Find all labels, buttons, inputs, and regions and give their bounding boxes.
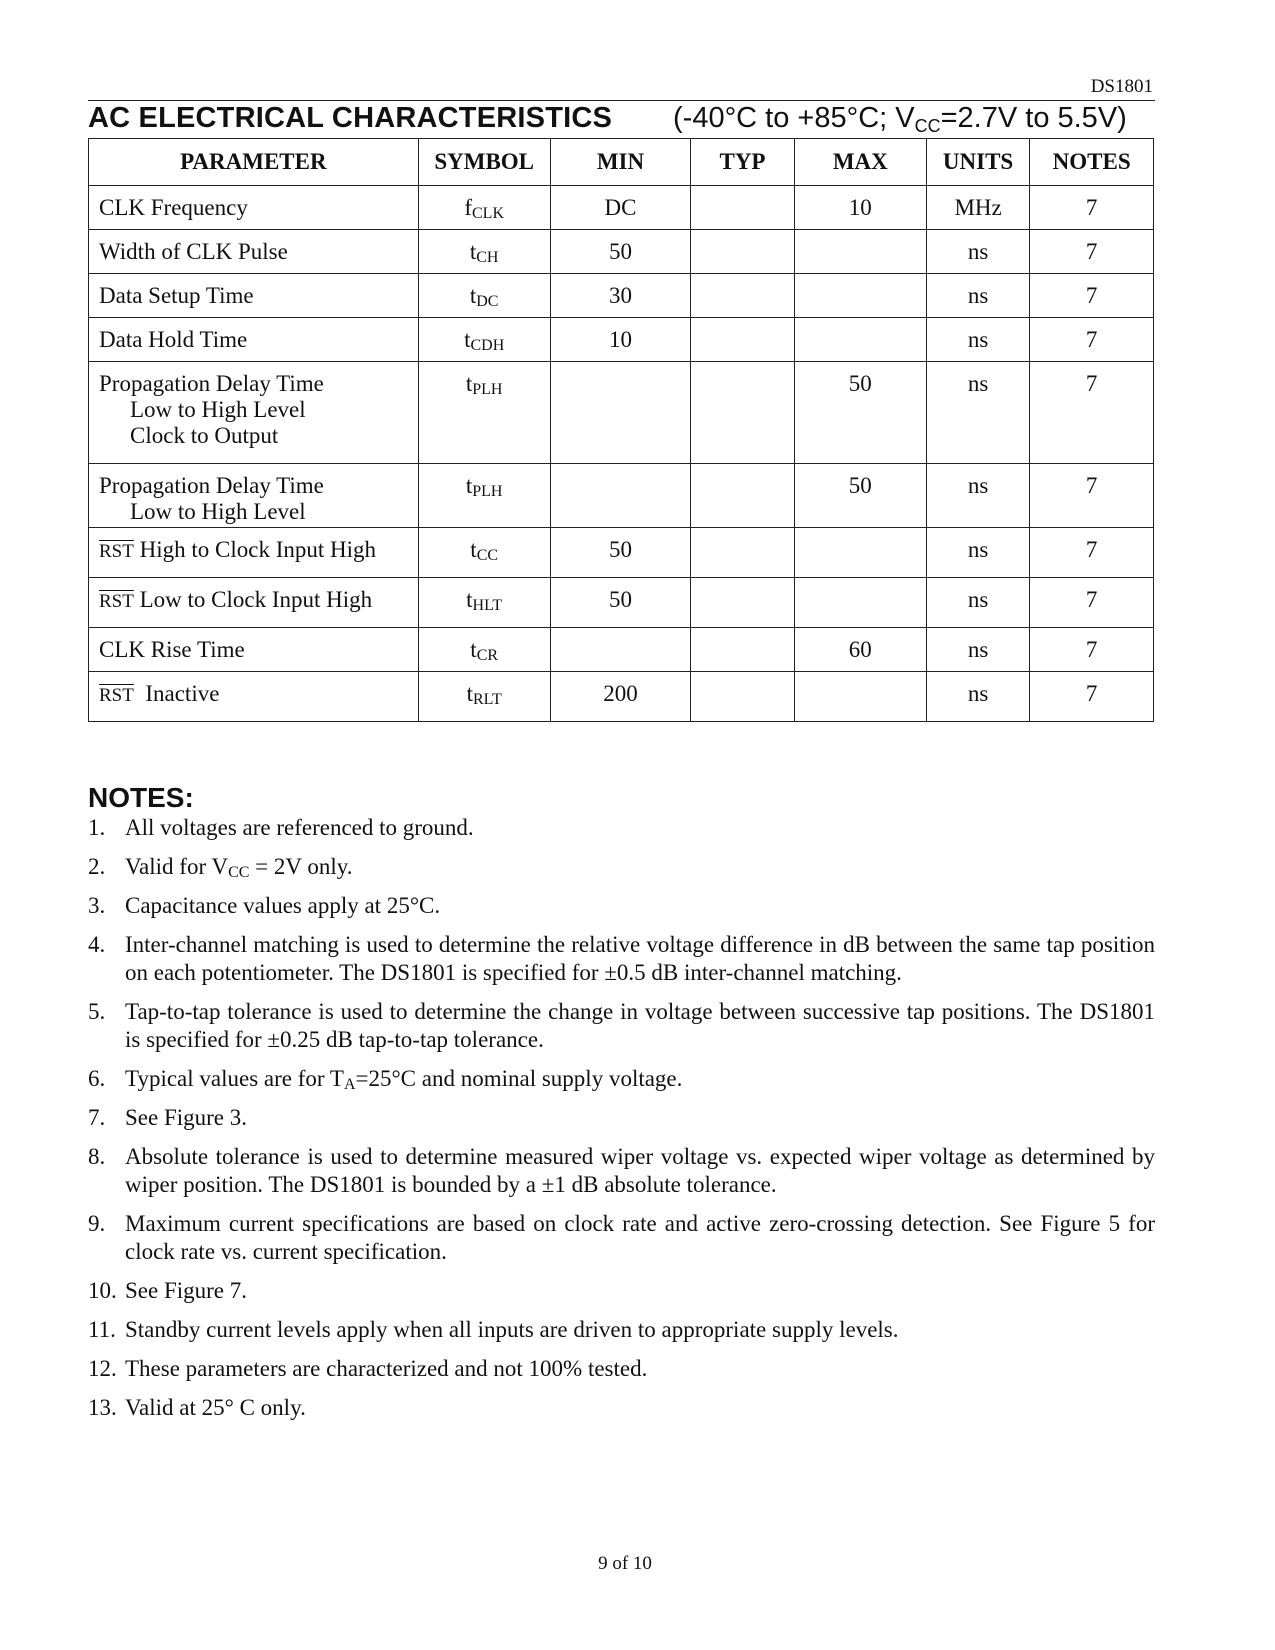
units-cell: ns (926, 628, 1030, 672)
note-text (125, 1143, 1155, 1199)
symbol-subscript: CH (476, 249, 499, 266)
symbol-cell (418, 464, 550, 528)
note-number: 8. (88, 1144, 106, 1169)
symbol-subscript: CR (476, 647, 499, 664)
note-text-body: These parameters are characterized and not 100% tested. (125, 1356, 648, 1381)
typ-cell (691, 318, 795, 362)
max-cell (794, 528, 926, 578)
note-text (125, 1355, 1155, 1383)
max-cell (794, 578, 926, 628)
note-text (125, 892, 1155, 920)
typ-cell (691, 362, 795, 464)
parameter-name: Inactive (133, 681, 220, 706)
note-number: 6. (88, 1066, 106, 1091)
units-cell: MHz (926, 186, 1030, 230)
note-text (125, 853, 1155, 881)
table-body (89, 186, 1154, 722)
note-text-tail: =25°C and nominal supply voltage. (355, 1066, 683, 1091)
notes-cell: 7 (1030, 274, 1154, 318)
note-number: 7. (88, 1105, 106, 1130)
parameter-name: Width of CLK Pulse (99, 239, 288, 264)
note-item (88, 931, 1155, 987)
symbol-base: t (470, 637, 477, 662)
symbol-subscript: DC (476, 293, 499, 310)
conditions-subscript: CC (914, 116, 941, 136)
parameter-cell (89, 672, 419, 722)
note-text-body: Typical values are for T (125, 1066, 344, 1091)
parameter-name: Data Setup Time (99, 283, 254, 308)
typ-cell (691, 578, 795, 628)
symbol-cell (418, 274, 550, 318)
note-text-body: Absolute tolerance is used to determine measured wiper voltage vs. expected wiper voltage as determined by wiper position. The DS1801 is bounded by a ±1 dB absolute tolerance. (125, 1144, 1155, 1197)
units-cell: ns (926, 274, 1030, 318)
symbol-base: t (465, 371, 473, 396)
note-number: 5. (88, 999, 106, 1024)
note-item (88, 1355, 1155, 1383)
parameter-cell (89, 578, 419, 628)
note-item (88, 1210, 1155, 1266)
note-item (88, 1277, 1155, 1305)
conditions-lead: (-40°C to +85°C; V (673, 102, 915, 134)
notes-cell: 7 (1030, 528, 1154, 578)
units-cell: ns (926, 578, 1030, 628)
note-item (88, 853, 1155, 881)
symbol-cell (418, 186, 550, 230)
symbol-cell (418, 528, 550, 578)
column-header-parameter: PARAMETER (89, 139, 419, 186)
parameter-cell (89, 318, 419, 362)
note-text-body: Valid for V (125, 854, 229, 879)
parameter-name: Propagation Delay Time (99, 371, 324, 396)
note-text (125, 1104, 1155, 1132)
table-row (89, 528, 1154, 578)
symbol-subscript: CC (476, 547, 499, 564)
parameter-subline: Low to High Level (130, 499, 306, 524)
notes-cell: 7 (1030, 318, 1154, 362)
note-text (125, 1316, 1155, 1344)
note-number: 12. (88, 1356, 117, 1381)
note-number: 4. (88, 932, 106, 957)
units-cell: ns (926, 318, 1030, 362)
units-cell: ns (926, 464, 1030, 528)
parameter-cell (89, 528, 419, 578)
symbol-subscript: RLT (472, 691, 502, 708)
note-text-body: Standby current levels apply when all inputs are driven to appropriate supply levels. (125, 1317, 899, 1342)
table-row (89, 362, 1154, 464)
parameter-subline: Low to High Level (130, 397, 306, 422)
rst-overbar-label: $\overline{RST}$ (99, 685, 134, 706)
symbol-base: f (464, 195, 472, 220)
symbol-cell (418, 318, 550, 362)
symbol-cell (418, 230, 550, 274)
page-total: 10 (632, 1553, 652, 1574)
ac-characteristics-table (88, 138, 1154, 722)
note-item (88, 814, 1155, 842)
parameter-name: Data Hold Time (99, 327, 248, 352)
note-text (125, 1065, 1155, 1093)
note-text (125, 814, 1155, 842)
notes-cell: 7 (1030, 464, 1154, 528)
parameter-cell (89, 230, 419, 274)
notes-list (88, 814, 1155, 1433)
parameter-name: High to Clock Input High (133, 537, 376, 562)
note-text-body: Inter-channel matching is used to determine the relative voltage difference in dB between the same tap position on each potentiometer. The DS1801 is specified for ±0.5 dB inter-channel matching. (125, 932, 1155, 985)
note-text-body: Maximum current specifications are based on clock rate and active zero-crossing detection. See Figure 5 for clock rate vs. current specification. (125, 1211, 1155, 1264)
max-cell: 60 (794, 628, 926, 672)
units-cell: ns (926, 528, 1030, 578)
notes-cell: 7 (1030, 230, 1154, 274)
note-text-body: All voltages are referenced to ground. (125, 815, 474, 840)
min-cell: 50 (550, 230, 691, 274)
note-subscript: CC (228, 864, 250, 881)
note-number: 13. (88, 1395, 117, 1420)
typ-cell (691, 274, 795, 318)
note-number: 3. (88, 893, 106, 918)
symbol-base: t (469, 283, 477, 308)
min-cell (550, 362, 691, 464)
page-header (88, 74, 1155, 101)
note-subscript: A (343, 1076, 356, 1093)
units-cell: ns (926, 230, 1030, 274)
column-header-symbol: SYMBOL (418, 139, 550, 186)
notes-cell: 7 (1030, 628, 1154, 672)
section-title: AC ELECTRICAL CHARACTERISTICS (88, 102, 613, 134)
symbol-cell (418, 362, 550, 464)
max-cell: 50 (794, 464, 926, 528)
table-row (89, 464, 1154, 528)
typ-cell (691, 464, 795, 528)
parameter-cell (89, 274, 419, 318)
notes-cell: 7 (1030, 362, 1154, 464)
note-item (88, 1143, 1155, 1199)
symbol-subscript: CLK (472, 205, 504, 222)
note-text-body: Tap-to-tap tolerance is used to determine the change in voltage between successive tap positions. The DS1801 is specified for ±0.25 dB tap-to-tap tolerance. (125, 999, 1155, 1052)
operating-conditions (673, 102, 1127, 135)
parameter-cell (89, 464, 419, 528)
note-text (125, 931, 1155, 987)
rst-overbar-label: $\overline{RST}$ (99, 591, 134, 612)
min-cell: 30 (550, 274, 691, 318)
parameter-cell (89, 628, 419, 672)
note-item (88, 1394, 1155, 1422)
parameter-name: CLK Rise Time (99, 637, 245, 662)
note-text (125, 1210, 1155, 1266)
symbol-base: t (465, 473, 473, 498)
symbol-base: t (466, 587, 473, 612)
min-cell (550, 464, 691, 528)
typ-cell (691, 672, 795, 722)
min-cell: 50 (550, 578, 691, 628)
typ-cell (691, 186, 795, 230)
note-item (88, 998, 1155, 1054)
notes-cell: 7 (1030, 672, 1154, 722)
parameter-name: Propagation Delay Time (99, 473, 324, 498)
page-number: 9 (598, 1553, 608, 1574)
note-item (88, 1316, 1155, 1344)
note-text-body: See Figure 7. (125, 1278, 248, 1303)
symbol-cell (418, 628, 550, 672)
parameter-name: Low to Clock Input High (133, 587, 373, 612)
note-item (88, 892, 1155, 920)
parameter-cell (89, 186, 419, 230)
note-text-tail: = 2V only. (249, 854, 353, 879)
symbol-subscript: HLT (472, 597, 503, 614)
note-text (125, 998, 1155, 1054)
symbol-subscript: PLH (472, 483, 503, 500)
table-row (89, 672, 1154, 722)
table-row (89, 186, 1154, 230)
note-text-body: Valid at 25° C only. (125, 1395, 306, 1420)
page-of-label: of (612, 1553, 629, 1574)
symbol-base: t (469, 239, 477, 264)
note-text (125, 1394, 1155, 1422)
note-item (88, 1104, 1155, 1132)
column-header-max: MAX (794, 139, 926, 186)
symbol-subscript: PLH (472, 381, 503, 398)
symbol-subscript: CDH (470, 337, 505, 354)
note-number: 9. (88, 1211, 106, 1236)
min-cell (550, 628, 691, 672)
column-header-min: MIN (550, 139, 691, 186)
table-row (89, 230, 1154, 274)
notes-cell: 7 (1030, 578, 1154, 628)
parameter-name: CLK Frequency (99, 195, 248, 220)
typ-cell (691, 628, 795, 672)
table-row (89, 628, 1154, 672)
note-text (125, 1277, 1155, 1305)
max-cell: 10 (794, 186, 926, 230)
column-header-notes: NOTES (1030, 139, 1154, 186)
parameter-cell (89, 362, 419, 464)
units-cell: ns (926, 362, 1030, 464)
conditions-tail: =2.7V to 5.5V) (940, 102, 1127, 134)
symbol-base: t (464, 327, 471, 352)
min-cell: DC (550, 186, 691, 230)
column-header-typ: TYP (691, 139, 795, 186)
symbol-cell (418, 672, 550, 722)
max-cell (794, 672, 926, 722)
max-cell (794, 318, 926, 362)
symbol-base: t (466, 681, 473, 706)
page-footer (0, 1553, 1250, 1575)
min-cell: 50 (550, 528, 691, 578)
table-row (89, 318, 1154, 362)
table-header-row (89, 139, 1154, 186)
symbol-cell (418, 578, 550, 628)
max-cell (794, 274, 926, 318)
max-cell: 50 (794, 362, 926, 464)
rst-overbar-label: $\overline{RST}$ (99, 541, 134, 562)
min-cell: 10 (550, 318, 691, 362)
notes-cell: 7 (1030, 186, 1154, 230)
parameter-subline: Clock to Output (130, 423, 279, 448)
min-cell: 200 (550, 672, 691, 722)
note-number: 11. (88, 1317, 116, 1342)
note-item (88, 1065, 1155, 1093)
document-id: DS1801 (1090, 76, 1153, 97)
units-cell: ns (926, 672, 1030, 722)
max-cell (794, 230, 926, 274)
note-text-body: Capacitance values apply at 25°C. (125, 893, 441, 918)
note-number: 10. (88, 1278, 117, 1303)
typ-cell (691, 230, 795, 274)
typ-cell (691, 528, 795, 578)
table-row (89, 274, 1154, 318)
column-header-units: UNITS (926, 139, 1030, 186)
table-row (89, 578, 1154, 628)
note-text-body: See Figure 3. (125, 1105, 248, 1130)
symbol-base: t (470, 537, 477, 562)
note-number: 2. (88, 854, 106, 879)
note-number: 1. (88, 815, 106, 840)
section-title-row (88, 102, 1155, 138)
notes-heading: NOTES: (88, 782, 194, 813)
